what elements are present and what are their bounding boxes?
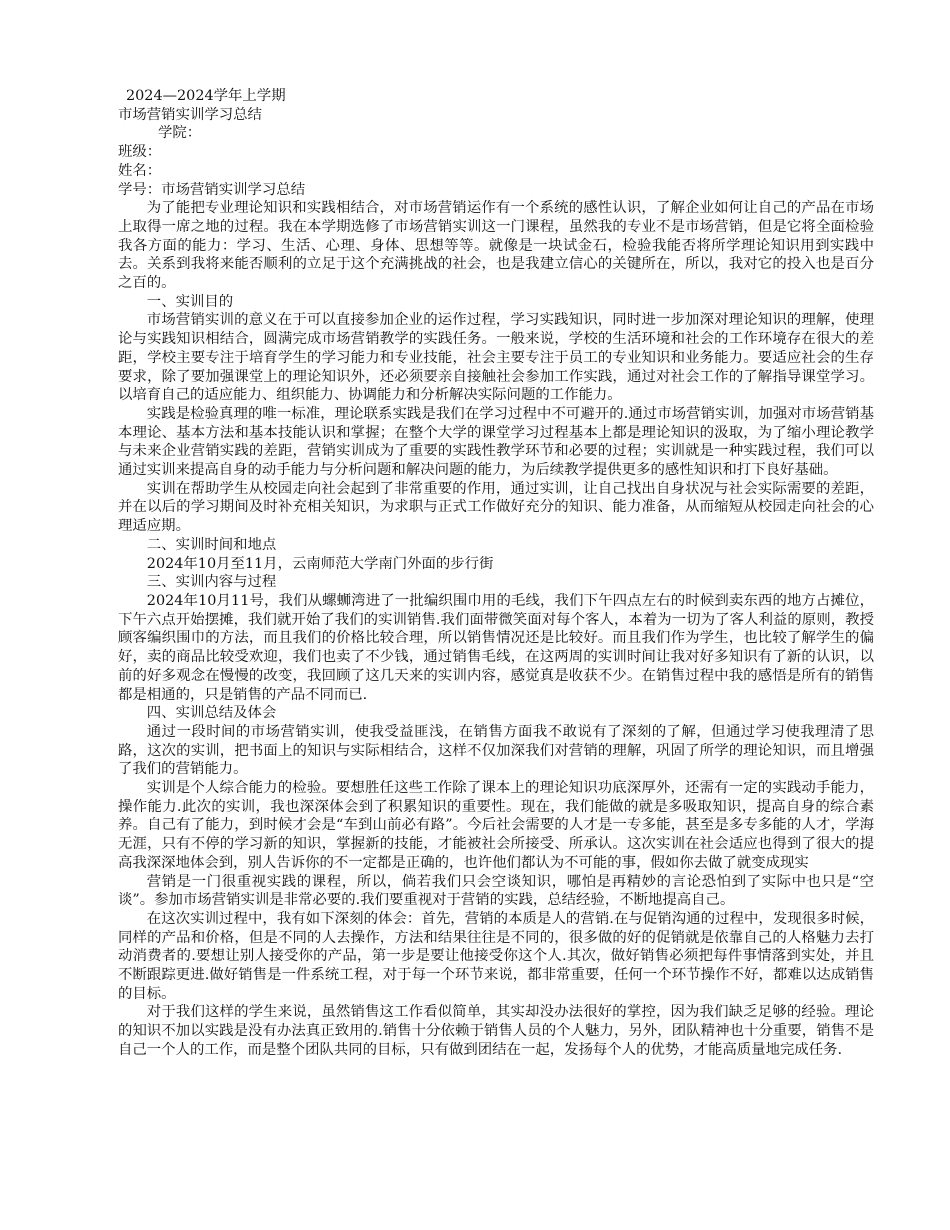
- paragraph: 2024年10月至11月，云南师范大学南门外面的步行街: [146, 555, 494, 572]
- student-id-field: 学号：市场营销实训学习总结: [118, 181, 306, 198]
- document-body: [118, 87, 874, 1060]
- paragraph: 营销是一门很重视实践的课程，所以，倘若我们只会空谈知识，哪怕是再精妙的言论恐怕到了实际中也只是“空谈”。参加市场营销实训是非常必要的.我们要重视对于营销的实践，总结经验，不断地提高自己。: [118, 873, 874, 909]
- name-field: 姓名：: [118, 162, 162, 179]
- section-heading-time-place: 二、实训时间和地点: [146, 536, 277, 553]
- paragraph: 实践是检验真理的唯一标准，理论联系实践是我们在学习过程中不可避开的.通过市场营销实训，加强对市场营销基本理论、基本方法和基本技能认识和掌握；在整个大学的课堂学习过程基本上都是理论知识的汲取，为了缩小理论教学与未来企业营销实践的差距，营销实训成为了重要的实践性教学环节和必要的过程；实训就是一种实践过程，我们可以通过实训来提高自身的动手能力与分析问题和解决问题的能力，为后续教学提供更多的感性知识和打下良好基础。: [118, 405, 874, 479]
- paragraph: 实训是个人综合能力的检验。要想胜任这些工作除了课本上的理论知识功底深厚外，还需有一定的实践动手能力，操作能力.此次的实训，我也深深体会到了积累知识的重要性。现在，我们能做的就是多吸取知识，提高自身的综合素养。自己有了能力，到时候才会是“车到山前必有路”。今后社会需要的人才是一专多能，甚至是多专多能的人才，学海无涯，只有不停的学习新的知识，掌握新的技能，才能被社会所接受、所承认。这次实训在社会适应也得到了很大的提高我深深地体会到，别人告诉你的不一定都是正确的，也许他们都认为不可能的事，假如你去做了就变成现实: [118, 780, 874, 871]
- paragraph: 2024年10月11号，我们从螺蛳湾进了一批编织围巾用的毛线，我们下午四点左右的时候到卖东西的地方占摊位，下午六点开始摆摊，我们就开始了我们的实训销售.我们面带微笑面对每个客人，本着为一切为了客人利益的原则，教授顾客编织围巾的方法，而且我们的价格比较合理，所以销售情况还是比较好。而且我们作为学生，也比较了解学生的偏好，卖的商品比较受欢迎，我们也卖了不少钱，通过销售毛线，在这两周的实训时间让我对好多知识有了新的认识，以前的好多观念在慢慢的改变，我回顾了这几天来的实训内容，感觉真是收获不少。在销售过程中我的感悟是所有的销售都是相通的，只是销售的产品不同而已.: [118, 592, 874, 703]
- section-heading-content: 三、实训内容与过程: [146, 574, 277, 591]
- paragraph: 实训在帮助学生从校园走向社会起到了非常重要的作用，通过实训，让自己找出自身状况与社会实际需要的差距，并在以后的学习期间及时补充相关知识，为求职与正式工作做好充分的知识、能力准备，从而缩短从校园走向社会的心理适应期。: [118, 480, 874, 535]
- college-field: 学院：: [158, 125, 202, 142]
- term-line: 2024—2024学年上学期: [126, 88, 286, 104]
- paragraph: 对于我们这样的学生来说，虽然销售这工作看似简单，其实却没办法很好的掌控，因为我们缺乏足够的经验。理论的知识不加以实践是没有办法真正致用的.销售十分依赖于销售人员的个人魅力，另外，团队精神也十分重要，销售不是自己一个人的工作，而是整个团队共同的目标，只有做到团结在一起，发扬每个人的优势，才能高质量地完成任务.: [118, 1004, 874, 1058]
- section-heading-summary: 四、实训总结及体会: [146, 705, 277, 722]
- intro-paragraph: 为了能把专业理论知识和实践相结合，对市场营销运作有一个系统的感性认识，了解企业如何让自己的产品在市场上取得一席之地的过程。我在本学期选修了市场营销实训这一门课程，虽然我的专业不是市场营销，但是它将全面检验我各方面的能力：学习、生活、心理、身体、思想等等。就像是一块试金石，检验我能否将所学理论知识用到实践中去。关系到我将来能否顺利的立足于这个充满挑战的社会，也是我建立信心的关键所在，所以，我对它的投入也是百分之百的。: [118, 200, 874, 292]
- section-heading-purpose: 一、实训目的: [146, 293, 234, 310]
- paragraph: 通过一段时间的市场营销实训，使我受益匪浅，在销售方面我不敢说有了深刻的了解，但通过学习使我理清了思路，这次的实训，把书面上的知识与实际相结合，这样不仅加深我们对营销的理解，巩固了所学的理论知识，而且增强了我们的营销能力。: [118, 723, 874, 778]
- document-title: 市场营销实训学习总结: [118, 106, 262, 123]
- paragraph: 在这次实训过程中，我有如下深刻的体会：首先，营销的本质是人的营销.在与促销沟通的过程中，发现很多时候，同样的产品和价格，但是不同的人去操作，方法和结果往往是不同的，很多做的好的促销就是依靠自己的人格魅力去打动消费者的.要想让别人接受你的产品，第一步是要让他接受你这个人.其次，做好销售必须把每件事情落到实处，并且不断跟踪更进.做好销售是一件系统工程，对于每一个环节来说，都非常重要，任何一个环节操作不好，都难以达成销售的目标。: [118, 910, 874, 1002]
- paragraph: 市场营销实训的意义在于可以直接参加企业的运作过程，学习实践知识，同时进一步加深对理论知识的理解，使理论与实践知识相结合，圆满完成市场营销教学的实践任务。一般来说，学校的生活环境和社会的工作环境存在很大的差距，学校主要专注于培育学生的学习能力和专业技能，社会主要专注于员工的专业知识和业务能力。要适应社会的生存要求，除了要加强课堂上的理论知识外，还必须要亲自接触社会参加工作实践，通过对社会工作的了解指导课堂学习。以培育自己的适应能力、组织能力、协调能力和分析解决实际问题的工作能力。: [118, 312, 874, 404]
- class-field: 班级：: [118, 144, 162, 161]
